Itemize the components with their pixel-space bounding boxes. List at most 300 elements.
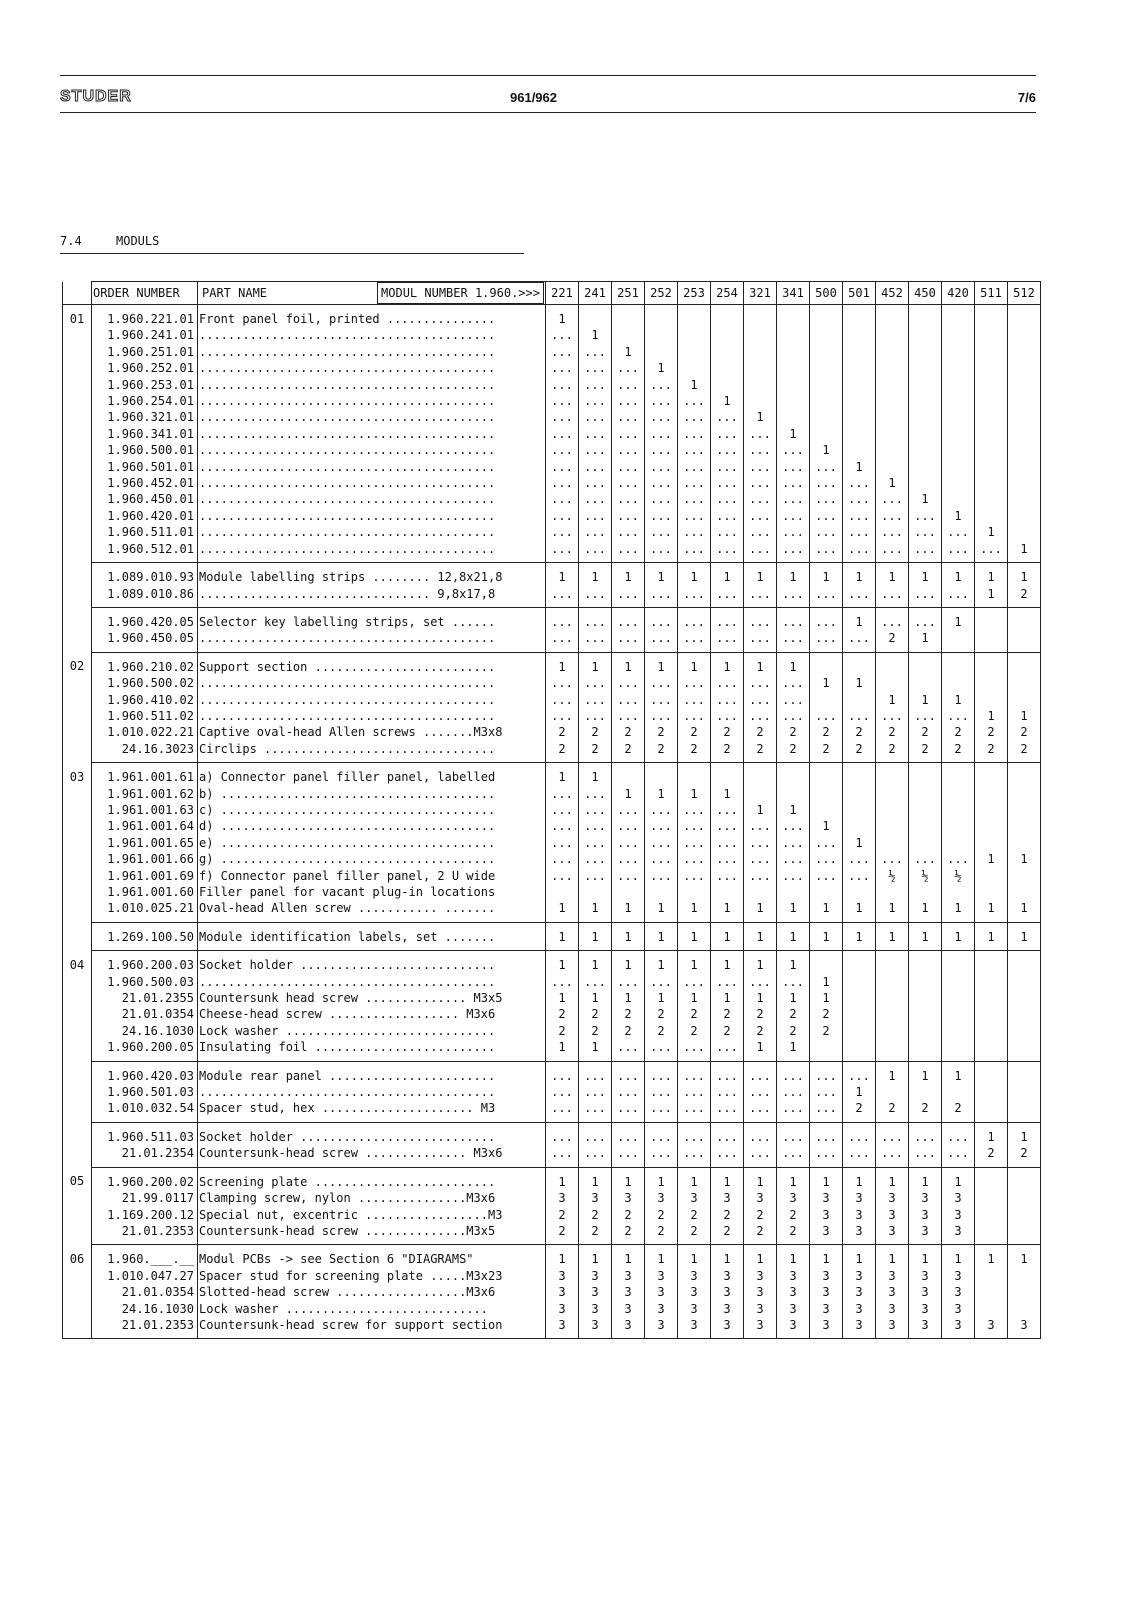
quantity-cell: 1 [941,1167,974,1190]
table-row [63,1190,1041,1206]
part-name: Module labelling strips ........ 12,8x21,8 [198,563,546,586]
quantity-cell: 1 [842,922,875,950]
part-group [63,652,1041,762]
quantity-cell: ... [743,835,776,851]
quantity-cell: 1 [677,377,710,393]
quantity-cell: ... [842,1145,875,1167]
order-number: 21.01.2353 [92,1223,198,1245]
quantity-cell: 2 [644,741,677,763]
quantity-cell: ... [644,692,677,708]
quantity-cell: 3 [941,1190,974,1206]
quantity-cell [1007,327,1040,343]
group-code [63,868,92,884]
table-row [63,426,1041,442]
quantity-cell [809,1039,842,1061]
quantity-cell: ... [611,393,644,409]
quantity-cell: 2 [842,741,875,763]
quantity-cell [809,305,842,328]
quantity-cell: 3 [941,1301,974,1317]
part-name: Spacer stud, hex ..................... M3 [198,1100,546,1122]
part-name: ......................................... [198,541,546,563]
quantity-cell [941,1023,974,1039]
quantity-cell: ... [743,475,776,491]
quantity-cell [908,951,941,974]
quantity-cell: ... [578,708,611,724]
quantity-cell: 3 [941,1223,974,1245]
group-code [63,1006,92,1022]
quantity-cell: ... [545,607,578,630]
part-name: ......................................... [198,974,546,990]
quantity-cell: ... [611,675,644,691]
table-row [63,1145,1041,1167]
quantity-cell: ... [578,607,611,630]
quantity-cell: 3 [941,1268,974,1284]
quantity-cell: ... [875,851,908,867]
group-code [63,1268,92,1284]
quantity-cell: ... [545,524,578,540]
table-row [63,607,1041,630]
quantity-cell: ... [644,541,677,563]
quantity-cell: ... [809,1145,842,1167]
quantity-cell: 2 [677,724,710,740]
order-number: 1.960.321.01 [92,409,198,425]
quantity-cell: 1 [875,1167,908,1190]
quantity-cell: 1 [875,563,908,586]
quantity-cell: ... [743,1061,776,1084]
quantity-cell: ... [842,1061,875,1084]
order-number: 21.99.0117 [92,1190,198,1206]
quantity-cell: 1 [776,802,809,818]
quantity-cell [842,305,875,328]
quantity-cell: 1 [1007,1122,1040,1145]
quantity-cell: 2 [974,1145,1007,1167]
quantity-cell: ... [710,675,743,691]
order-number: 1.960.450.01 [92,491,198,507]
order-number: 1.960.200.03 [92,951,198,974]
quantity-cell: 1 [611,563,644,586]
quantity-cell: ... [809,586,842,608]
quantity-cell: ... [644,675,677,691]
quantity-cell [1007,974,1040,990]
quantity-cell: 2 [908,724,941,740]
quantity-cell: ... [809,459,842,475]
part-group [63,563,1041,608]
quantity-cell: 2 [710,724,743,740]
quantity-cell [1007,884,1040,900]
quantity-cell: ... [644,1145,677,1167]
quantity-cell: 1 [644,652,677,675]
group-code [63,327,92,343]
quantity-cell: 1 [908,563,941,586]
quantity-cell: 1 [545,1167,578,1190]
quantity-cell [842,393,875,409]
quantity-cell: ... [743,508,776,524]
quantity-cell [710,305,743,328]
quantity-cell: 3 [776,1301,809,1317]
quantity-cell: ½ [941,868,974,884]
quantity-cell [875,818,908,834]
quantity-cell: ... [710,630,743,652]
quantity-cell: ... [578,835,611,851]
table-row [63,675,1041,691]
quantity-cell [974,835,1007,851]
group-code [63,851,92,867]
quantity-cell: ... [545,708,578,724]
quantity-cell: 1 [776,1039,809,1061]
table-row [63,305,1041,328]
quantity-cell [710,327,743,343]
quantity-cell [908,990,941,1006]
order-number: 1.960.200.05 [92,1039,198,1061]
order-number: 1.010.022.21 [92,724,198,740]
quantity-cell [974,1190,1007,1206]
quantity-cell: ... [578,1084,611,1100]
quantity-cell: ... [776,675,809,691]
table-row [63,868,1041,884]
table-row [63,360,1041,376]
quantity-cell: 3 [743,1284,776,1300]
quantity-cell: 1 [842,607,875,630]
quantity-cell: 2 [710,1207,743,1223]
quantity-cell: 2 [809,1023,842,1039]
quantity-cell [1007,1268,1040,1284]
table-row [63,1061,1041,1084]
quantity-cell: 3 [578,1284,611,1300]
part-name: ......................................... [198,692,546,708]
quantity-cell: ... [644,508,677,524]
quantity-cell [842,327,875,343]
order-number: 1.961.001.65 [92,835,198,851]
quantity-cell: 3 [677,1317,710,1339]
quantity-cell: ... [743,708,776,724]
part-name: ......................................... [198,708,546,724]
quantity-cell: 1 [809,818,842,834]
quantity-cell [974,652,1007,675]
quantity-cell [743,786,776,802]
quantity-cell: ... [611,802,644,818]
module-column-header: 511 [974,282,1007,305]
quantity-cell: 1 [677,922,710,950]
quantity-cell: 3 [875,1268,908,1284]
quantity-cell: 3 [578,1268,611,1284]
quantity-cell: 1 [743,802,776,818]
quantity-cell: 1 [545,1039,578,1061]
quantity-cell: 1 [776,951,809,974]
quantity-cell [974,763,1007,786]
order-number: 1.010.025.21 [92,900,198,922]
quantity-cell: ... [710,1084,743,1100]
quantity-cell [842,692,875,708]
quantity-cell [941,652,974,675]
quantity-cell: ... [677,475,710,491]
quantity-cell: 1 [941,563,974,586]
quantity-cell: 3 [776,1268,809,1284]
table-row [63,586,1041,608]
group-code [63,508,92,524]
quantity-cell: ... [776,586,809,608]
group-code: 03 [63,763,92,786]
quantity-cell [1007,1167,1040,1190]
quantity-cell: ... [545,377,578,393]
part-name: Selector key labelling strips, set ...... [198,607,546,630]
quantity-cell [974,409,1007,425]
quantity-cell: 2 [677,1223,710,1245]
order-number: 1.961.001.66 [92,851,198,867]
quantity-cell: ... [644,426,677,442]
quantity-cell [677,884,710,900]
quantity-cell: ... [578,692,611,708]
quantity-cell [545,884,578,900]
quantity-cell: 1 [809,922,842,950]
quantity-cell: ... [710,491,743,507]
quantity-cell [743,393,776,409]
quantity-cell [1007,692,1040,708]
module-column-header: 501 [842,282,875,305]
quantity-cell: ... [545,459,578,475]
module-column-header: 241 [578,282,611,305]
quantity-cell [809,393,842,409]
order-number: 1.960.500.01 [92,442,198,458]
quantity-cell: 2 [578,741,611,763]
quantity-cell: ... [743,442,776,458]
group-code [63,586,92,608]
quantity-cell: 3 [710,1284,743,1300]
quantity-cell: ... [842,475,875,491]
table-row [63,990,1041,1006]
group-code [63,1317,92,1339]
quantity-cell: ... [611,1084,644,1100]
quantity-cell: ... [578,491,611,507]
quantity-cell: ... [677,1039,710,1061]
quantity-cell [974,1084,1007,1100]
group-code [63,426,92,442]
quantity-cell: 3 [974,1317,1007,1339]
quantity-cell [875,377,908,393]
quantity-cell: 1 [743,1245,776,1268]
quantity-cell [842,377,875,393]
quantity-cell: ... [842,708,875,724]
quantity-cell: ... [578,442,611,458]
quantity-cell: ... [776,868,809,884]
quantity-cell [908,1023,941,1039]
quantity-cell: 3 [578,1190,611,1206]
quantity-cell: 1 [710,1167,743,1190]
table-row [63,1122,1041,1145]
quantity-cell: ... [545,344,578,360]
quantity-cell [578,884,611,900]
quantity-cell: ... [611,475,644,491]
quantity-cell: 1 [776,563,809,586]
quantity-cell [1007,1284,1040,1300]
quantity-cell [974,426,1007,442]
quantity-cell: ... [710,475,743,491]
quantity-cell: ... [974,541,1007,563]
quantity-cell: 1 [644,990,677,1006]
part-name: Module rear panel ....................... [198,1061,546,1084]
quantity-cell: ... [776,708,809,724]
table-row [63,1023,1041,1039]
quantity-cell: 2 [644,1006,677,1022]
quantity-cell: ... [743,459,776,475]
group-code: 06 [63,1245,92,1268]
quantity-cell [1007,442,1040,458]
quantity-cell: 3 [743,1190,776,1206]
quantity-cell [710,884,743,900]
order-number: 1.960.252.01 [92,360,198,376]
quantity-cell [941,475,974,491]
order-number: 1.960.221.01 [92,305,198,328]
quantity-cell: 1 [875,1245,908,1268]
table-row [63,884,1041,900]
quantity-cell: ... [611,409,644,425]
quantity-cell: ... [710,692,743,708]
quantity-cell [908,475,941,491]
quantity-cell [809,409,842,425]
quantity-cell: 3 [908,1207,941,1223]
part-name: ......................................... [198,475,546,491]
quantity-cell [1007,1207,1040,1223]
quantity-cell: ... [611,974,644,990]
quantity-cell: ... [578,1122,611,1145]
quantity-cell: ... [677,491,710,507]
quantity-cell [677,360,710,376]
quantity-cell: ... [875,491,908,507]
quantity-cell: 1 [941,922,974,950]
part-name: Clamping screw, nylon ...............M3x6 [198,1190,546,1206]
quantity-cell [974,1100,1007,1122]
quantity-cell: ... [842,1122,875,1145]
quantity-cell: 1 [941,607,974,630]
quantity-cell: ... [710,442,743,458]
quantity-cell: ... [875,541,908,563]
order-number: 1.961.001.60 [92,884,198,900]
quantity-cell: ... [545,630,578,652]
quantity-cell [974,459,1007,475]
group-code [63,786,92,802]
quantity-cell: ... [644,442,677,458]
part-name: ......................................... [198,442,546,458]
quantity-cell: 1 [809,1167,842,1190]
quantity-cell: 1 [1007,708,1040,724]
quantity-cell: ... [578,459,611,475]
quantity-cell: 1 [644,900,677,922]
quantity-cell: ... [710,868,743,884]
quantity-cell: ... [908,524,941,540]
quantity-cell [941,344,974,360]
quantity-cell [974,344,1007,360]
quantity-cell: 2 [941,741,974,763]
quantity-cell: 3 [644,1317,677,1339]
quantity-cell: ... [677,508,710,524]
quantity-cell: 1 [776,990,809,1006]
quantity-cell: 1 [710,1245,743,1268]
quantity-cell: 2 [545,1207,578,1223]
order-number: 1.960.210.02 [92,652,198,675]
order-number: 1.960.420.05 [92,607,198,630]
quantity-cell: 1 [710,786,743,802]
group-code [63,1145,92,1167]
quantity-cell: 2 [644,1207,677,1223]
quantity-cell: 1 [578,1039,611,1061]
quantity-cell: 1 [875,1061,908,1084]
table-row [63,1039,1041,1061]
quantity-cell [1007,409,1040,425]
quantity-cell: 1 [974,900,1007,922]
quantity-cell: 2 [1007,586,1040,608]
quantity-cell: 2 [743,1023,776,1039]
quantity-cell [776,360,809,376]
quantity-cell [974,305,1007,328]
order-number: 1.960.254.01 [92,393,198,409]
quantity-cell: ... [710,1061,743,1084]
quantity-cell: 1 [677,652,710,675]
quantity-cell: ... [578,675,611,691]
quantity-cell [776,884,809,900]
quantity-cell: 1 [908,692,941,708]
quantity-cell [908,459,941,475]
quantity-cell: ... [611,1145,644,1167]
group-code [63,360,92,376]
part-name: ......................................... [198,524,546,540]
table-row [63,786,1041,802]
quantity-cell: ... [809,630,842,652]
group-code [63,900,92,922]
quantity-cell: 1 [809,974,842,990]
quantity-cell [941,491,974,507]
order-number: 1.010.032.54 [92,1100,198,1122]
table-row [63,818,1041,834]
part-name: Insulating foil ......................... [198,1039,546,1061]
table-row [63,741,1041,763]
quantity-cell: 2 [743,1207,776,1223]
part-group [63,1061,1041,1122]
quantity-cell: 2 [677,1006,710,1022]
part-name: Countersunk-head screw for support section [198,1317,546,1339]
quantity-cell: ... [677,393,710,409]
quantity-cell: ½ [875,868,908,884]
quantity-cell [941,1084,974,1100]
quantity-cell: ... [578,851,611,867]
part-group [63,1245,1041,1339]
group-header [63,282,92,305]
quantity-cell: 1 [644,786,677,802]
quantity-cell [776,344,809,360]
quantity-cell: ... [743,1122,776,1145]
group-code [63,377,92,393]
part-name: Lock washer ............................ [198,1301,546,1317]
quantity-cell: ... [611,524,644,540]
quantity-cell: ... [875,1145,908,1167]
quantity-cell: 2 [875,1100,908,1122]
quantity-cell: ... [743,426,776,442]
quantity-cell: ... [776,1100,809,1122]
table-row [63,900,1041,922]
order-number: 1.960.511.03 [92,1122,198,1145]
quantity-cell [1007,868,1040,884]
quantity-cell: 1 [611,900,644,922]
quantity-cell [1007,1223,1040,1245]
quantity-cell [908,344,941,360]
quantity-cell: 1 [842,900,875,922]
quantity-cell: 1 [578,327,611,343]
quantity-cell: ... [710,835,743,851]
quantity-cell: ... [677,835,710,851]
quantity-cell [908,884,941,900]
quantity-cell [974,692,1007,708]
quantity-cell: 3 [611,1268,644,1284]
quantity-cell: 3 [941,1284,974,1300]
quantity-cell: ... [743,675,776,691]
